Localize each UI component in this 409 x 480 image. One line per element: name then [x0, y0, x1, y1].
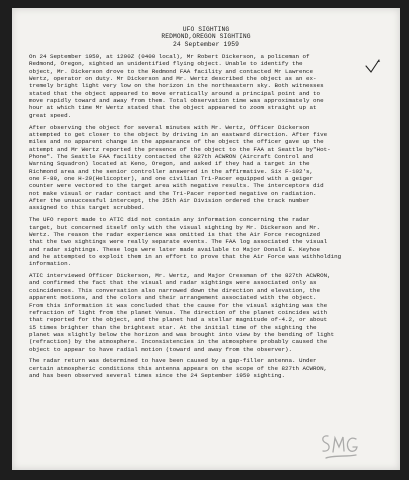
text-line: and confirmed the fact that the visual and radar sightings were associated only as	[29, 279, 317, 287]
paragraph-5	[29, 357, 385, 379]
text-line: On 24 September 1959, at 1200Z (0400 local), Mr Robert Dickerson, a policeman of	[29, 53, 310, 60]
text-line: certain atmospheric conditions this antenna appears on the scope of the 827th ACWRON,	[29, 364, 328, 372]
initials-stamp-icon	[318, 428, 362, 464]
text-line: refraction of light from the planet Venus. The direction of the planet coincides with	[29, 308, 328, 316]
text-line: attempt and Mr Wertz reported the presence of the object to the FAA at Seattle by"Hot-	[29, 145, 331, 153]
text-line: Redmond, Oregon, sighted an unidentified flying object. Unable to identify the	[29, 60, 303, 68]
text-line: After observing the object for several minutes with Mr. Wertz, Officer Dickerson	[29, 123, 310, 131]
paragraph-2	[29, 124, 385, 212]
text-line: ATIC interviewed Officer Dickerson, Mr. Wertz, and Major Cressman of the 827th ACWRON,	[29, 272, 331, 280]
text-line: From this information it was concluded that the cause for the visual sighting was the	[29, 301, 328, 309]
paragraph-1	[29, 53, 385, 119]
text-line: planet was slightly below the horizon and was brought into view by the bending of light	[29, 330, 335, 338]
text-line: The radar return was determined to have been caused by a gap-filler antenna. Under	[29, 357, 317, 365]
text-line: information.	[29, 260, 72, 268]
text-line: and he attempted to exploit them in an effort to prove that the Air Force was withholding	[29, 252, 342, 260]
text-line: attempted to get closer to the object by driving in an eastward direction. After five	[29, 130, 328, 138]
document-body	[29, 53, 385, 384]
paragraph-3	[29, 216, 385, 267]
text-line: one F-89, one H-29(Helicopter), and one civilian Tri-Pacer equipped with a geiger	[29, 175, 314, 182]
text-line: (refraction) by the atmosphere. Inconsistencies in the atmosphere probably caused the	[29, 338, 328, 346]
text-line: great speed.	[29, 111, 72, 119]
text-line: After the unsuccessful intercept, the 25th Air Division ordered the track number	[29, 197, 310, 205]
header-location: REDMOND,OREGON SIGHTING	[161, 33, 251, 41]
text-line: stated that the object appeared to move erratically around a principal point and to	[29, 89, 321, 97]
text-line: Wertz. The reason the radar experience was omitted is that the Air Force recognized	[29, 230, 321, 238]
text-line: miles and no apparent change in the appearance of the object the officer gave up the	[29, 138, 324, 146]
text-line: move rapidly toward and away from them. Total observation time was approximately one	[29, 97, 324, 105]
text-line: and radar sightings. These logs were later made available to Major Donald E. Keyhoe	[29, 245, 321, 253]
text-line: object, Mr. Dickerson drove to the Redmond FAA facility and contacted Mr Lawrence	[29, 67, 314, 75]
text-line: The UFO report made to ATIC did not contain any information concerning the radar	[29, 216, 310, 224]
text-line: coincidences. This conversation also narrowed down the direction and elevation, the	[29, 286, 321, 294]
text-line: hour at which time Mr Wertz stated that the object appeared to zoom straight up at	[29, 104, 317, 112]
text-line: that reported for the object, and the planet had a stellar magnitude of-4.2, or about	[29, 316, 328, 324]
text-line: apparent motions, and the colors and their arrangement associated with the object.	[29, 294, 317, 302]
header-date: 24 September 1959	[173, 40, 239, 48]
document-header	[12, 26, 400, 48]
text-line: target, but concerned itself only with the visual sighting by Mr. Dickerson and Mr.	[29, 223, 321, 231]
text-line: that the two sightings were really separate events. The FAA log associated the visual	[29, 238, 328, 246]
text-line: Warning Squadron) located at Keno, Oregon, and asked if they had a target in the	[29, 160, 310, 168]
text-line: and has been observed several times since the 24 September 1959 sighting.	[29, 372, 285, 380]
text-line: Richmond area and the senior controller answered in the affirmative. Six F-102's,	[29, 167, 314, 175]
header-title: UFO SIGHTING	[182, 26, 230, 33]
text-line: counter were vectored to the target area with negative results. The interceptors did	[29, 182, 324, 190]
text-line: Phone". The Seattle FAA facility contacted the 827th ACWRON (Aircraft Control and	[29, 152, 314, 160]
paragraph-4	[29, 272, 385, 353]
text-line: 15 times brighter than the brightest star. At the initial time of the sighting the	[29, 323, 317, 331]
text-line: object to appear to have radial motion (toward and away from the observer).	[29, 345, 293, 353]
text-line: not make visual or radar contact and the Tri-Pacer reported negative on radiation.	[29, 189, 317, 197]
document-page	[12, 8, 400, 470]
text-line: Wertz, operator on duty. Mr Dickerson and Mr. Wertz described the object as an ex-	[29, 75, 317, 83]
text-line: tremely bright light very low on the horizon in the northeastern sky. Both witnesses	[29, 82, 324, 90]
text-line: assigned to this target scrubbed.	[29, 204, 145, 212]
